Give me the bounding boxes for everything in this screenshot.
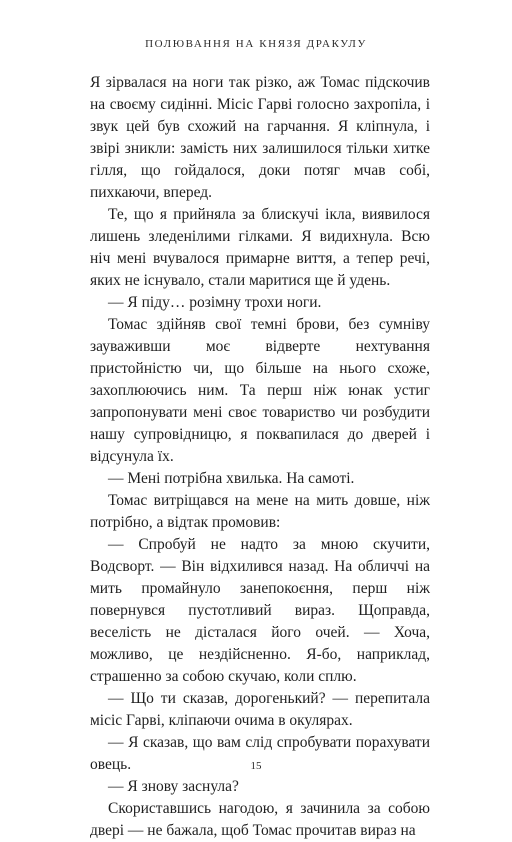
paragraph: — Я піду… розімну трохи ноги. xyxy=(108,294,322,311)
paragraph: Я зірвалася на ноги так різко, аж Томас підскочив на своєму сидінні. Місіс Гарві голосно захропіла, і звук цей був схожий на гарчання. Я кліпнула, і звірі зникли: замість них залишилося тільки хитке гілля, що гойдалося, доки потяг мчав собі, пихкаючи, вперед. xyxy=(90,74,430,201)
running-head: ПОЛЮВАННЯ НА КНЯЗЯ ДРАКУЛУ xyxy=(145,38,367,50)
page-number: 15 xyxy=(250,760,262,772)
paragraph: Те, що я прийняла за блискучі ікла, виявилося лишень зледенілими гілками. Я видихнула. Всю ніч мені вчувалося примарне виття, а тепер речі, яких не існувало, стали маритися ще й удень. xyxy=(90,206,430,289)
paragraph: — Що ти сказав, дорогенький? — перепитала місіс Гарві, кліпаючи очима в окулярах. xyxy=(90,690,430,729)
paragraph: — Я знову заснула? xyxy=(108,778,239,795)
paragraph: Томас витріщався на мене на мить довше, ніж потрібно, а відтак промовив: xyxy=(90,492,430,531)
paragraph: — Я сказав, що вам слід спробувати порахувати овець. xyxy=(90,734,430,773)
paragraph: — Мені потрібна хвилька. На самоті. xyxy=(108,470,355,487)
body-text xyxy=(90,72,430,842)
paragraph: — Спробуй не надто за мною скучити, Водсворт. — Він відхилився назад. На обличчі на мить промайнуло занепокоєння, перш ніж повернувся пустотливий вираз. Щоправда, веселість не дісталася його очей. — Хоча, можливо, це нездійсненно. Я-бо, наприклад, страшенно за собою скучаю, коли сплю. xyxy=(90,536,430,685)
paragraph: Томас здійняв свої темні брови, без сумніву зауваживши моє відверте нехтування пристойністю чи, що більше на нього схоже, захоплюючись ним. Та перш ніж юнак устиг запропонувати мені своє товариство чи розбудити нашу супровідницю, я поквапилася до дверей і відсунула їх. xyxy=(90,316,430,465)
paragraph: Скориставшись нагодою, я зачинила за собою двері — не бажала, щоб Томас прочитав вираз на xyxy=(90,800,430,839)
